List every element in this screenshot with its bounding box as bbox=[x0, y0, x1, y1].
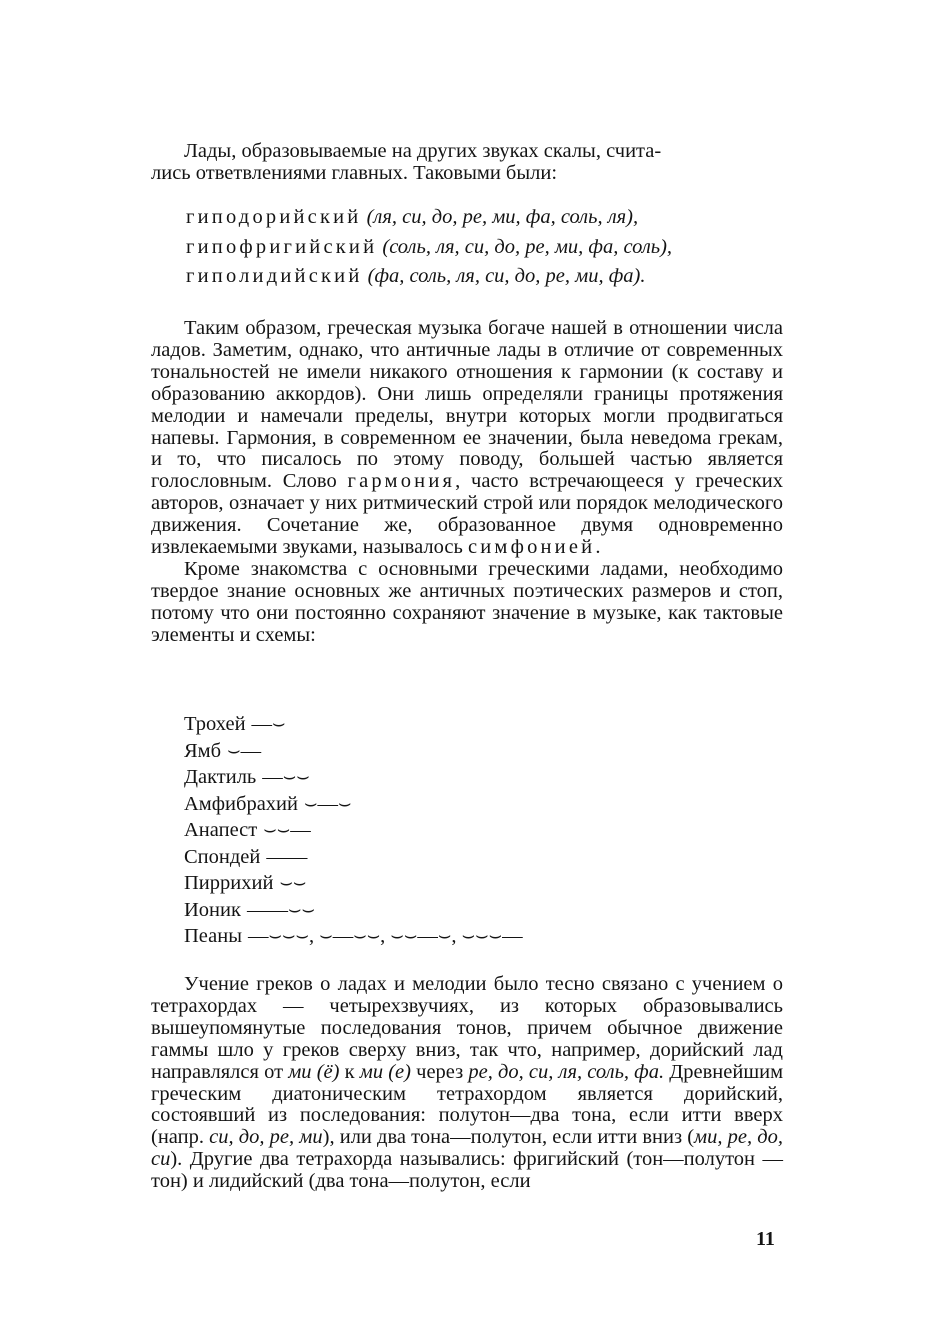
meters-list bbox=[184, 711, 523, 950]
intro-paragraph bbox=[151, 141, 783, 185]
meter-pattern: —— bbox=[266, 845, 308, 868]
meter-row bbox=[184, 844, 523, 871]
meter-pattern: ⌣—⌣ bbox=[304, 792, 352, 815]
note-ital: си, до, ре, ми bbox=[209, 1126, 323, 1149]
intro-line-2: лись ответвлениями главных. Таковыми были: bbox=[151, 161, 558, 184]
intro-line-1: Лады, образовываемые на других звуках скалы, счита- bbox=[184, 140, 662, 162]
meter-row bbox=[184, 817, 523, 844]
meter-row bbox=[184, 738, 523, 765]
note-ital: ми (е) bbox=[359, 1060, 411, 1083]
mode-name: гиподорийский bbox=[186, 206, 362, 228]
note-ital: ми, ре, до, си bbox=[151, 1126, 783, 1171]
meter-name: Пеаны bbox=[184, 925, 242, 947]
meter-pattern: —⌣⌣ bbox=[262, 766, 310, 788]
meter-name: Амфибрахий bbox=[184, 792, 299, 815]
mode-notes: (соль, ля, си, до, ре, ми, фа, соль), bbox=[382, 235, 673, 258]
meter-name: Ямб bbox=[184, 739, 222, 762]
para4-text-3: через bbox=[416, 1060, 464, 1083]
meter-row bbox=[184, 923, 523, 950]
meter-name: Трохей bbox=[184, 713, 246, 735]
mode-name: гиполидийский bbox=[186, 265, 363, 287]
mode-notes: (ля, си, до, ре, ми, фа, соль, ля), bbox=[366, 206, 639, 228]
para4-text-4: Древнейшим греческим диатоническим тетрахордом является дорийский, состоявший из последования: полутон—два тона, если итти вверх (напр. bbox=[151, 1060, 784, 1149]
meter-name: Дактиль bbox=[184, 766, 257, 788]
meter-row bbox=[184, 791, 523, 818]
note-ital: ми (ё) bbox=[288, 1060, 340, 1083]
para2-text-3: . bbox=[595, 536, 601, 559]
para4-text-5: ), или два тона—полутон, если итти вниз ( bbox=[322, 1126, 695, 1149]
meter-pattern: ⌣⌣— bbox=[263, 819, 311, 841]
note-ital: ре, до, си, ля, соль, фа. bbox=[468, 1060, 665, 1083]
meter-pattern: ⌣— bbox=[227, 739, 262, 762]
term-harmonia: гармония bbox=[347, 470, 456, 493]
meter-name: Пиррихий bbox=[184, 872, 274, 894]
meter-name: Анапест bbox=[184, 819, 258, 841]
paragraph-meters-intro: Кроме знакомства с основными греческими ладами, необходимо твердое знание основных же античных поэтических размеров и стоп, потому что они постоянно сохраняют значение в музыке, как тактовые элементы и схемы: bbox=[151, 557, 783, 646]
meter-name: Ионик bbox=[184, 898, 241, 921]
meter-pattern: —⌣⌣⌣, ⌣—⌣⌣, ⌣⌣—⌣, ⌣⌣⌣— bbox=[248, 925, 523, 947]
para2-text-2: , часто встречающееся у греческих авторов, означает у них ритмический строй или порядок мелодического движения. Сочетание же, образованное двумя одновременно извлекаемыми звуками, называлось bbox=[151, 470, 784, 559]
para4-text-1: Учение греков о ладах и мелодии было тесно связано с учением о тетрахордах — четырехзвучиях, из которых образовывались вышеупомянутые последования тонов, причем обычное движение гаммы шло у греков сверху вниз, так что, например, дорийский лад направлялся от bbox=[151, 973, 783, 1083]
mode-notes: (фа, соль, ля, си, до, ре, ми, фа). bbox=[367, 265, 646, 287]
meter-pattern: —⌣ bbox=[251, 713, 286, 735]
para4-text-2: к bbox=[344, 1060, 355, 1083]
meter-row bbox=[184, 870, 523, 897]
mode-name: гипофригийский bbox=[186, 235, 378, 258]
paragraph-tetrachords bbox=[151, 974, 783, 1193]
para2-text-1: Таким образом, греческая музыка богаче нашей в отношении числа ладов. Заметим, однако, что античные лады в отличие от современных тональностей не имели никакого отношения к гармонии (к составу и образованию аккордов). Они лишь определяли границы протяжения мелодии и намечали пределы, внутри которых могли продвигаться напевы. Гармония, в современном ее значении, была неведома грекам, и то, что писалось по этому поводу, большей частью является голословным. Слово bbox=[151, 317, 783, 493]
meter-row bbox=[184, 711, 523, 738]
mode-hypodorian bbox=[186, 203, 818, 233]
meter-name: Спондей bbox=[184, 845, 261, 868]
meter-row bbox=[184, 897, 523, 924]
meter-pattern: ——⌣⌣ bbox=[246, 898, 315, 921]
mode-hypolydian bbox=[186, 262, 818, 292]
para4-text-6: ). Другие два тетрахорда назывались: фригийский (тон—полутон — тон) и лидийский (два тона—полутон, если bbox=[151, 1148, 783, 1193]
meter-pattern: ⌣⌣ bbox=[279, 872, 307, 894]
meter-row bbox=[184, 764, 523, 791]
modes-list bbox=[186, 203, 818, 292]
mode-hypophrygian bbox=[186, 233, 818, 263]
paragraph-harmony bbox=[151, 318, 783, 647]
term-symphonia: симфонией bbox=[467, 536, 596, 559]
page-number: 11 bbox=[756, 1228, 775, 1250]
